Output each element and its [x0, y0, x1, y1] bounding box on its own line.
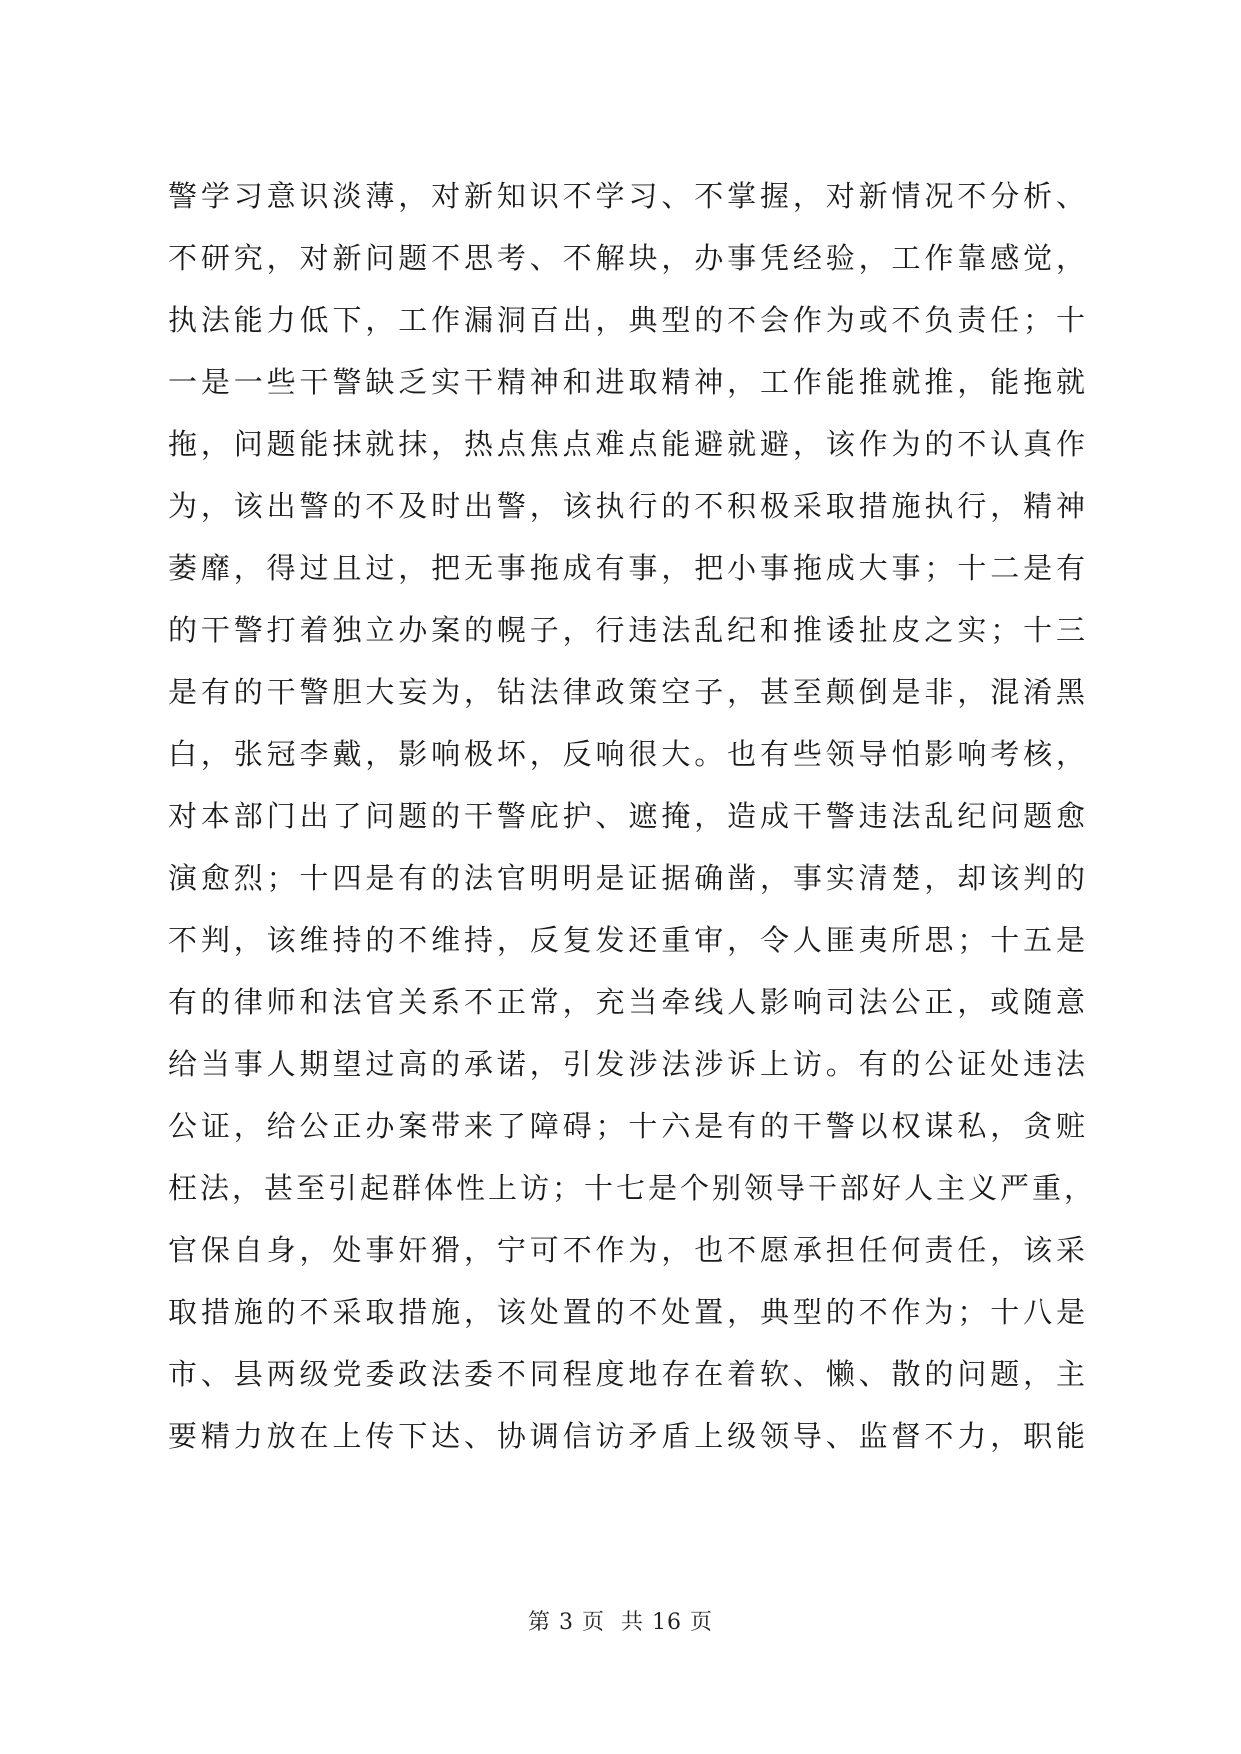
text-line: 枉法，甚至引起群体性上访；十七是个别领导干部好人主义严重，	[168, 1171, 1097, 1205]
text-line: 官保自身，处事奸猾，宁可不作为，也不愿承担任何责任，该采	[168, 1233, 1088, 1267]
text-line: 取措施的不采取措施，该处置的不处置，典型的不作为；十八是	[168, 1295, 1088, 1329]
text-line: 不研究，对新问题不思考、不解块，办事凭经验，工作靠感觉，	[168, 241, 1088, 275]
text-line: 演愈烈；十四是有的法官明明是证据确凿，事实清楚，却该判的	[168, 861, 1088, 895]
text-line: 的干警打着独立办案的幌子，行违法乱纪和推诿扯皮之实；十三	[168, 613, 1088, 647]
text-line: 拖，问题能抹就抹，热点焦点难点能避就避，该作为的不认真作	[168, 427, 1088, 461]
text-line: 执法能力低下，工作漏洞百出，典型的不会作为或不负责任；十	[168, 303, 1088, 337]
page-number: 第 3 页	[528, 1610, 605, 1635]
page-total: 共 16 页	[621, 1610, 713, 1635]
page-footer	[0, 1605, 1241, 1636]
text-line: 白，张冠李戴，影响极坏，反响很大。也有些领导怕影响考核，	[168, 737, 1088, 771]
text-line: 给当事人期望过高的承诺，引发涉法涉诉上访。有的公证处违法	[168, 1047, 1088, 1081]
text-line: 不判，该维持的不维持，反复发还重审，令人匪夷所思；十五是	[168, 923, 1088, 957]
text-line: 要精力放在上传下达、协调信访矛盾上级领导、监督不力，职能	[168, 1419, 1088, 1453]
text-line: 是有的干警胆大妄为，钻法律政策空子，甚至颠倒是非，混淆黑	[168, 675, 1088, 709]
text-line: 对本部门出了问题的干警庇护、遮掩，造成干警违法乱纪问题愈	[168, 799, 1088, 833]
text-line: 一是一些干警缺乏实干精神和进取精神，工作能推就推，能拖就	[168, 365, 1088, 399]
text-line: 有的律师和法官关系不正常，充当牵线人影响司法公正，或随意	[168, 985, 1088, 1019]
text-line: 警学习意识淡薄，对新知识不学习、不掌握，对新情况不分析、	[168, 179, 1088, 213]
text-line: 市、县两级党委政法委不同程度地存在着软、懒、散的问题，主	[168, 1357, 1088, 1391]
text-line: 为，该出警的不及时出警，该执行的不积极采取措施执行，精神	[168, 489, 1088, 523]
body-text	[168, 165, 1097, 1467]
text-line: 萎靡，得过且过，把无事拖成有事，把小事拖成大事；十二是有	[168, 551, 1088, 585]
text-line: 公证，给公正办案带来了障碍；十六是有的干警以权谋私，贪赃	[168, 1109, 1088, 1143]
